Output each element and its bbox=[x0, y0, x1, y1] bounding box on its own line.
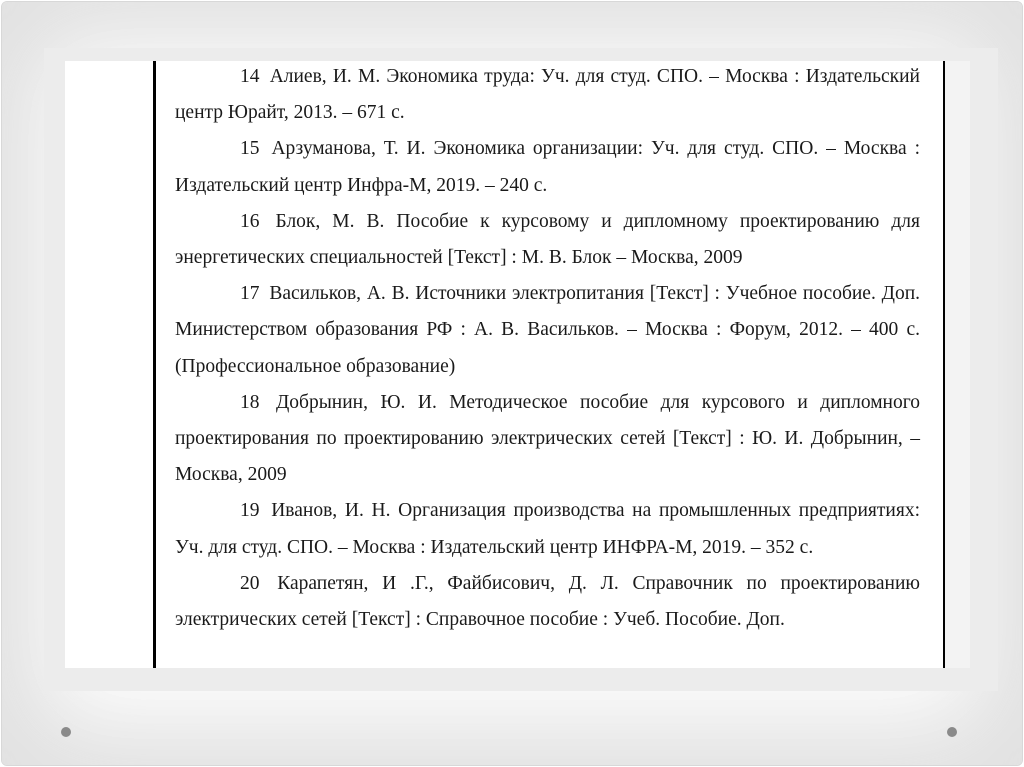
reference-text: Васильков, А. В. Источники электропитания [Текст] : Учебное пособие. Доп. Министерством образования РФ : А. В. Васильков. – Москва : Форум, 2012. – 400 с. (Профессиональное образование) bbox=[175, 283, 921, 377]
reference-item bbox=[175, 566, 920, 638]
reference-number: 15 bbox=[240, 138, 260, 160]
reference-item bbox=[175, 131, 920, 203]
reference-number: 17 bbox=[240, 283, 260, 305]
page-left-border bbox=[153, 61, 156, 668]
reference-text: Алиев, И. М. Экономика труда: Уч. для студ. СПО. – Москва : Издательский центр Юрайт, 2013. – 671 с. bbox=[175, 66, 920, 124]
bullet-dot-icon bbox=[61, 727, 71, 737]
reference-list bbox=[175, 61, 920, 638]
reference-item bbox=[175, 276, 920, 385]
reference-item bbox=[175, 493, 920, 565]
reference-text: Арзуманова, Т. И. Экономика организации: Уч. для студ. СПО. – Москва : Издательский центр Инфра-М, 2019. – 240 с. bbox=[175, 138, 921, 196]
reference-number: 16 bbox=[240, 210, 260, 232]
reference-item bbox=[175, 204, 920, 276]
reference-number: 18 bbox=[240, 391, 260, 413]
page-right-border bbox=[943, 61, 945, 668]
document-screenshot bbox=[65, 61, 970, 668]
reference-item bbox=[175, 385, 920, 494]
reference-number: 14 bbox=[240, 66, 260, 87]
bullet-dot-icon bbox=[947, 727, 957, 737]
reference-text: Карапетян, И .Г., Файбисович, Д. Л. Справочник по проектированию электрических сетей [Текст] : Справочное пособие : Учеб. Пособие. Доп. bbox=[175, 572, 920, 631]
reference-item bbox=[175, 61, 920, 131]
reference-number: 19 bbox=[240, 500, 260, 522]
reference-number: 20 bbox=[240, 572, 260, 594]
reference-text: Иванов, И. Н. Организация производства на промышленных предприятиях: Уч. для студ. СПО. – Москва : Издательский центр ИНФРА-М, 2019. – 352 с. bbox=[175, 500, 920, 558]
reference-text: Блок, М. В. Пособие к курсовому и дипломному проектированию для энергетических специальностей [Текст] : М. В. Блок – Москва, 2009 bbox=[175, 210, 920, 269]
page-right-margin bbox=[945, 61, 970, 668]
reference-text: Добрынин, Ю. И. Методическое пособие для курсового и дипломного проектирования по проектированию электрических сетей [Текст] : Ю. И. Добрынин, – Москва, 2009 bbox=[175, 391, 920, 486]
